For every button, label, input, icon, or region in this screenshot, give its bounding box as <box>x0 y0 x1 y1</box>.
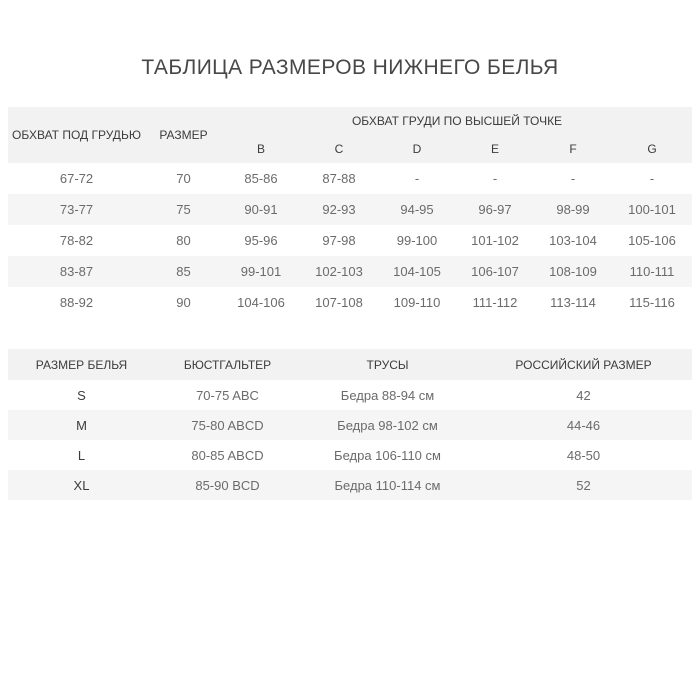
cup-value-cell: 90-91 <box>244 202 278 217</box>
cup-value-cell: 113-114 <box>550 295 596 310</box>
bust-size-table-body <box>8 163 692 318</box>
cup-column-header: C <box>300 135 378 163</box>
size-cell: 80 <box>176 233 191 248</box>
cup-column-header: G <box>612 135 692 163</box>
size-cell: 85 <box>176 264 191 279</box>
lingerie-column-header: ТРУСЫ <box>300 349 475 380</box>
cup-value-cell: 99-100 <box>396 233 438 248</box>
underbust-cell: 67-72 <box>59 171 94 186</box>
panties-cell: Бедра 106-110 см <box>334 447 441 463</box>
lingerie-size-row <box>8 380 692 410</box>
size-cell: 90 <box>176 295 191 310</box>
cup-value-cell: 87-88 <box>322 171 356 186</box>
cup-value-cell: 111-112 <box>472 295 518 310</box>
bust-size-row <box>8 256 692 287</box>
col-header-bust-group: ОБХВАТ ГРУДИ ПО ВЫСШЕЙ ТОЧКЕ <box>222 107 692 135</box>
cup-column-header: F <box>534 135 612 163</box>
lingerie-column-header: БЮСТГАЛЬТЕР <box>155 349 300 380</box>
size-cell: 70 <box>176 171 191 186</box>
cup-value-cell: 105-106 <box>628 233 676 248</box>
cup-value-cell: 97-98 <box>322 233 356 248</box>
lingerie-size-cell: M <box>76 417 87 433</box>
lingerie-size-cell: XL <box>73 477 90 493</box>
russian-size-cell: 44-46 <box>566 417 601 433</box>
bra-cell: 80-85 ABCD <box>191 447 264 463</box>
lingerie-size-row <box>8 410 692 440</box>
cup-value-cell: 99-101 <box>240 264 282 279</box>
size-cell: 75 <box>176 202 191 217</box>
cup-value-cell: 85-86 <box>244 171 278 186</box>
cup-value-cell: 115-116 <box>629 295 675 310</box>
bust-size-row <box>8 163 692 194</box>
cup-value-cell: 104-105 <box>393 264 441 279</box>
col-header-size: РАЗМЕР <box>145 107 222 163</box>
russian-size-cell: 48-50 <box>566 447 601 463</box>
lingerie-size-cell: S <box>77 387 86 403</box>
russian-size-cell: 52 <box>576 477 591 493</box>
bust-size-table-header <box>8 107 692 163</box>
bra-cell: 85-90 BCD <box>195 477 260 493</box>
cup-value-cell: 92-93 <box>322 202 356 217</box>
panties-cell: Бедра 88-94 см <box>340 387 435 403</box>
cup-value-cell: 102-103 <box>315 264 363 279</box>
cup-value-cell: 106-107 <box>471 264 519 279</box>
lingerie-size-cell: L <box>77 447 86 463</box>
bust-size-row <box>8 287 692 318</box>
lingerie-size-row <box>8 440 692 470</box>
cup-column-header: B <box>222 135 300 163</box>
bra-cell: 70-75 ABC <box>196 387 259 403</box>
cup-value-cell: - <box>414 171 420 186</box>
underbust-cell: 78-82 <box>59 233 94 248</box>
lingerie-size-table-header <box>8 349 692 380</box>
bust-size-row <box>8 194 692 225</box>
lingerie-size-row <box>8 470 692 500</box>
lingerie-column-header: РАЗМЕР БЕЛЬЯ <box>8 349 155 380</box>
bust-size-table <box>8 107 692 318</box>
cup-value-cell: 107-108 <box>315 295 363 310</box>
lingerie-size-table <box>8 349 692 500</box>
panties-cell: Бедра 98-102 см <box>337 417 438 433</box>
underbust-cell: 73-77 <box>59 202 94 217</box>
cup-value-cell: 110-111 <box>629 264 675 279</box>
bra-cell: 75-80 ABCD <box>191 417 264 433</box>
russian-size-cell: 42 <box>576 387 591 403</box>
cup-value-cell: 96-97 <box>478 202 512 217</box>
cup-value-cell: - <box>570 171 576 186</box>
cup-value-cell: 101-102 <box>471 233 519 248</box>
cup-value-cell: - <box>492 171 498 186</box>
cup-value-cell: - <box>649 171 655 186</box>
col-header-underbust: ОБХВАТ ПОД ГРУДЬЮ <box>8 107 145 163</box>
page-title: ТАБЛИЦА РАЗМЕРОВ НИЖНЕГО БЕЛЬЯ <box>141 56 559 79</box>
cup-value-cell: 104-106 <box>237 295 285 310</box>
bust-size-row <box>8 225 692 256</box>
panties-cell: Бедра 110-114 см <box>334 477 441 493</box>
cup-value-cell: 100-101 <box>628 202 676 217</box>
cup-value-cell: 98-99 <box>556 202 590 217</box>
cup-value-cell: 94-95 <box>400 202 434 217</box>
lingerie-column-header: РОССИЙСКИЙ РАЗМЕР <box>475 349 692 380</box>
cup-value-cell: 103-104 <box>549 233 597 248</box>
cup-column-header: E <box>456 135 534 163</box>
underbust-cell: 83-87 <box>59 264 94 279</box>
underbust-cell: 88-92 <box>59 295 94 310</box>
cup-value-cell: 95-96 <box>244 233 278 248</box>
cup-value-cell: 108-109 <box>549 264 597 279</box>
cup-value-cell: 109-110 <box>393 295 441 310</box>
cup-column-header: D <box>378 135 456 163</box>
lingerie-size-table-body <box>8 380 692 500</box>
